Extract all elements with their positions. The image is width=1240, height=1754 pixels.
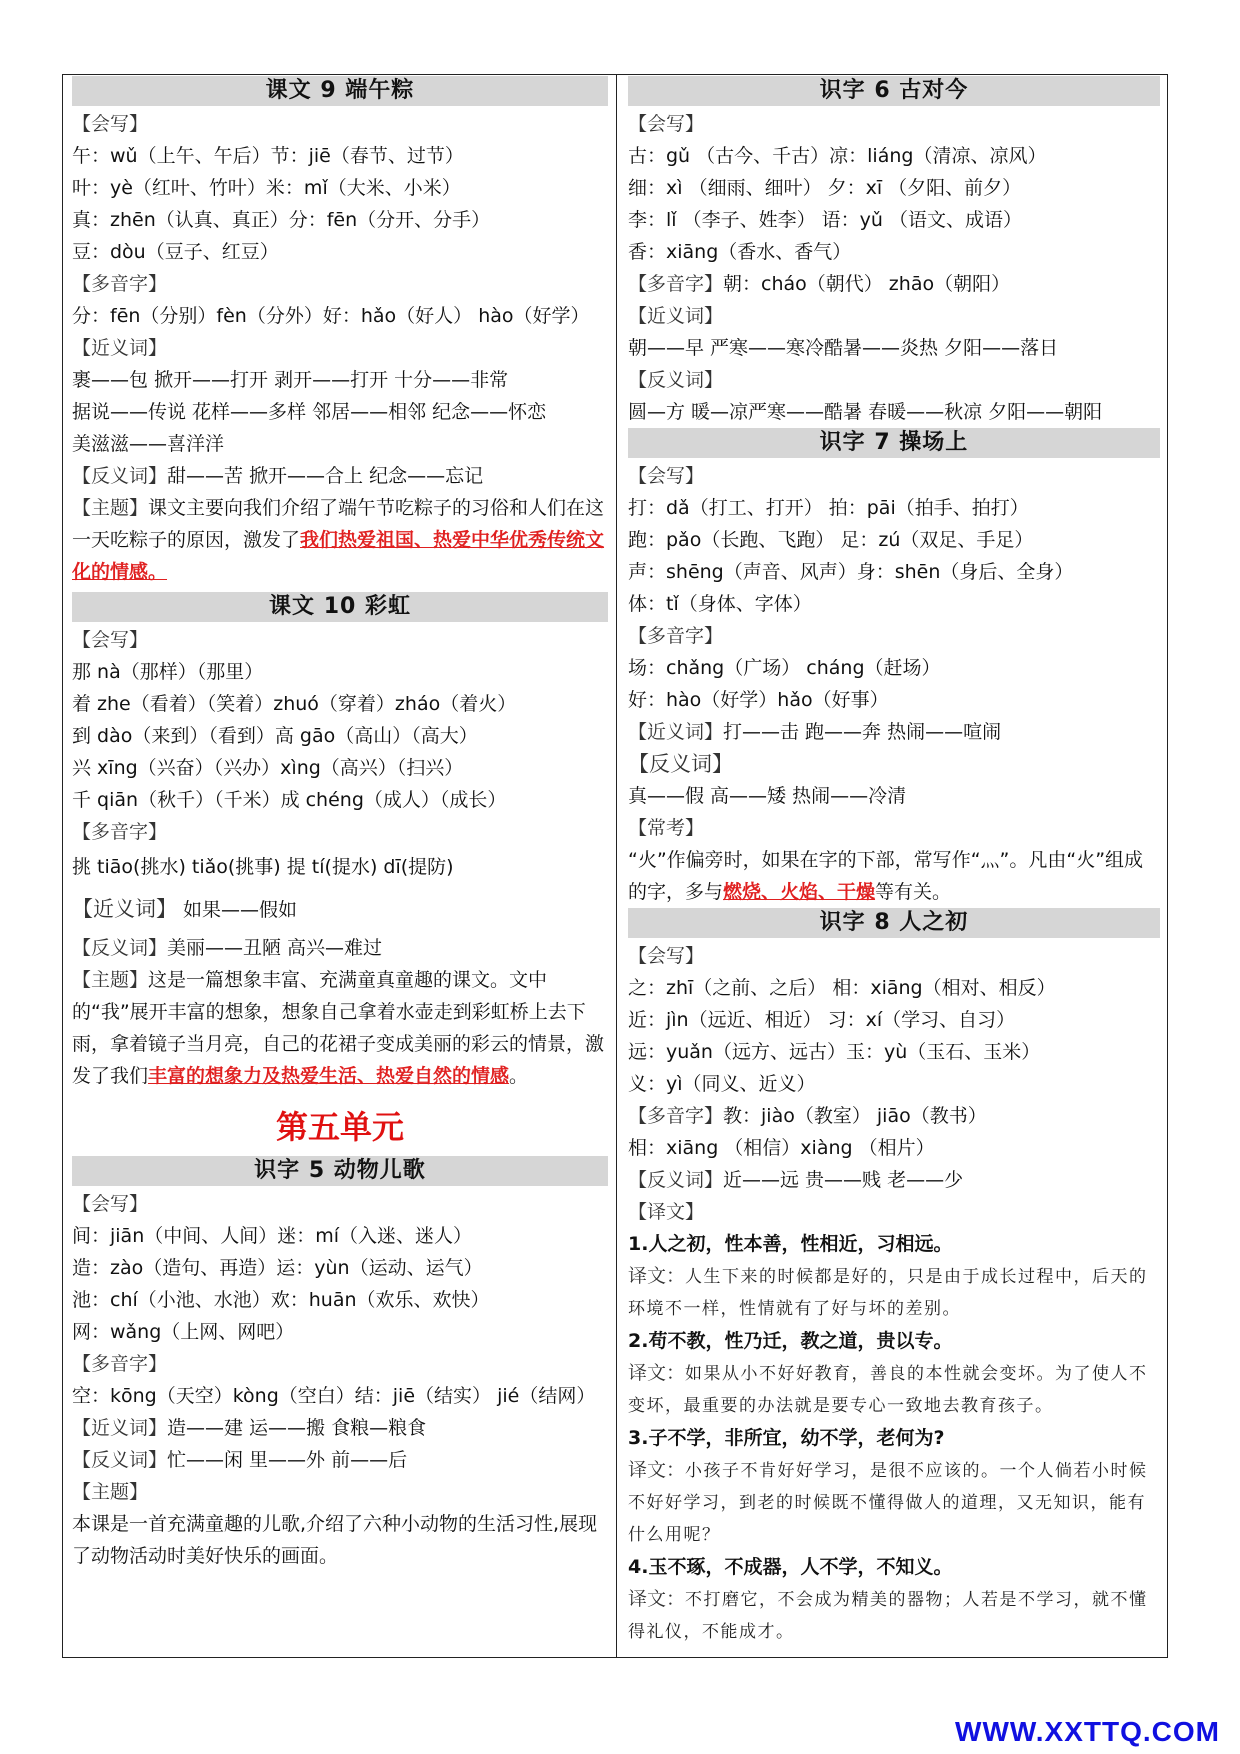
verse-translation — [628, 1454, 1160, 1551]
label-duoyin: 【多音字】 — [628, 625, 724, 647]
label-jinyi: 【近义词】 — [72, 897, 177, 921]
label-changkao: 【常考】 — [628, 817, 705, 839]
section-title-shizi5: 识字 5 动物儿歌 — [72, 1156, 608, 1186]
jinyi-line: 美滋滋——喜洋洋 — [72, 433, 225, 455]
changkao-paragraph — [628, 844, 1160, 908]
duoyin-line: 相：xiāng （相信）xiàng （相片） — [628, 1137, 935, 1159]
huixie-line: 跑：pǎo（长跑、飞跑） 足：zú（双足、手足） — [628, 529, 1034, 551]
jinyi-line: 裹——包 掀开——打开 剥开——打开 十分——非常 — [72, 369, 509, 391]
section-title-shizi6: 识字 6 古对今 — [628, 76, 1160, 106]
huixie-line: 李：lǐ （李子、姓李） 语：yǔ （语文、成语） — [628, 209, 1022, 231]
label-huixie: 【会写】 — [628, 465, 705, 487]
zhuti-text: 这是一篇想象丰富、充满童真童趣的课文。文中的“我”展开丰富的想象，想象自己拿着水壶走到彩虹桥上去下雨，拿着镜子当月亮，自己的花裙子变成美丽的彩云的情景，激发了我们 — [72, 969, 605, 1087]
right-column — [628, 76, 1160, 1648]
section-title-shizi8: 识字 8 人之初 — [628, 908, 1160, 938]
label-fanyi: 【反义词】 — [628, 752, 733, 776]
fanyi-text: 美丽——丑陋 高兴—难过 — [167, 937, 383, 959]
label-translation: 译文： — [628, 1362, 686, 1384]
label-translation: 译文： — [628, 1265, 686, 1287]
duoyin-line: 分：fēn（分别）fèn（分外）好：hǎo（好人） hào（好学） — [72, 305, 590, 327]
translation-text: 不打磨它，不会成为精美的器物；人若是不学习，就不懂得礼仪，不能成才。 — [628, 1590, 1148, 1642]
translation-text: 如果从小不好好教育，善良的本性就会变坏。为了使人不变坏，最重要的办法就是要专心一致地去教育孩子。 — [628, 1364, 1148, 1416]
changkao-highlight: 燃烧、火焰、干燥 — [723, 881, 876, 903]
jinyi-text: 打——击 跑——奔 热闹——喧闹 — [723, 721, 1002, 743]
fanyi-text: 忙——闲 里——外 前——后 — [167, 1449, 408, 1471]
duoyin-line: 挑 tiāo(挑水) tiǎo(挑事) 提 tí(提水) dī(提防) — [72, 856, 454, 878]
jinyi-line — [72, 886, 608, 932]
label-duoyin: 【多音字】 — [628, 1105, 724, 1127]
label-jinyi: 【近义词】 — [72, 337, 168, 359]
jinyi-text: 造——建 运——搬 食粮—粮食 — [167, 1417, 427, 1439]
left-column — [72, 76, 608, 1572]
verse-heading: 2.苟不教，性乃迁，教之道，贵以专。 — [628, 1330, 953, 1352]
fanyi-line — [628, 1164, 1160, 1196]
label-fanyi: 【反义词】 — [72, 465, 168, 487]
huixie-line: 细：xì （细雨、细叶） 夕：xī （夕阳、前夕） — [628, 177, 1022, 199]
duoyin-line: 空：kōng（天空）kòng（空白）结：jiē（结实） jié（结网） — [72, 1385, 596, 1407]
verse-heading: 4.玉不琢，不成器，人不学，不知义。 — [628, 1556, 953, 1578]
translation-text: 人生下来的时候都是好的，只是由于成长过程中，后天的环境不一样，性情就有了好与坏的差别。 — [628, 1267, 1148, 1319]
fanyi-line: 圆—方 暖—凉严寒——酷暑 春暖——秋凉 夕阳——朝阳 — [628, 401, 1103, 423]
huixie-line: 声：shēng（声音、风声）身：shēn（身后、全身） — [628, 561, 1074, 583]
duoyin-line — [628, 1100, 1160, 1132]
fanyi-line — [72, 460, 608, 492]
zhuti-highlight: 丰富的想象力及热爱生活、热爱自然的情感 — [148, 1065, 510, 1087]
verse-translation — [628, 1260, 1160, 1325]
label-huixie: 【会写】 — [72, 113, 149, 135]
zhuti-paragraph — [72, 492, 608, 588]
zhuti-paragraph — [72, 964, 608, 1092]
label-huixie: 【会写】 — [72, 1193, 149, 1215]
label-duoyin: 【多音字】 — [72, 821, 168, 843]
huixie-line: 着 zhe（看着）（笑着）zhuó（穿着）zháo（着火） — [72, 693, 517, 715]
jinyi-line — [72, 1412, 608, 1444]
label-jinyi: 【近义词】 — [628, 721, 724, 743]
huixie-line: 真：zhēn（认真、真正）分：fēn（分开、分手） — [72, 209, 491, 231]
label-fanyi: 【反义词】 — [628, 1169, 724, 1191]
label-huixie: 【会写】 — [628, 113, 705, 135]
huixie-line: 那 nà（那样）（那里） — [72, 661, 264, 683]
huixie-line: 兴 xīng（兴奋）（兴办）xìng（高兴）（扫兴） — [72, 757, 464, 779]
huixie-line: 体：tǐ（身体、字体） — [628, 593, 812, 615]
jinyi-line — [628, 716, 1160, 748]
label-duoyin: 【多音字】 — [72, 273, 168, 295]
site-watermark: WWW.XXTTQ.COM — [955, 1716, 1220, 1747]
huixie-line: 打：dǎ（打工、打开） 拍：pāi（拍手、拍打） — [628, 497, 1029, 519]
column-divider — [616, 74, 617, 1658]
huixie-line: 香：xiāng（香水、香气） — [628, 241, 852, 263]
huixie-line: 古：gǔ （古今、千古）凉：liáng（清凉、凉风） — [628, 145, 1047, 167]
verse-translation — [628, 1583, 1160, 1648]
verse-translation — [628, 1357, 1160, 1422]
label-huixie: 【会写】 — [628, 945, 705, 967]
label-translation: 译文： — [628, 1459, 686, 1481]
huixie-line: 叶：yè（红叶、竹叶）米：mǐ（大米、小米） — [72, 177, 461, 199]
zhuti-text: 本课是一首充满童趣的儿歌,介绍了六种小动物的生活习性,展现了动物活动时美好快乐的画面。 — [72, 1513, 598, 1567]
huixie-line: 到 dào（来到）（看到）高 gāo（高山）（高大） — [72, 725, 478, 747]
label-huixie: 【会写】 — [72, 629, 149, 651]
fanyi-line — [72, 932, 608, 964]
label-zhuti: 【主题】 — [72, 497, 149, 519]
huixie-line: 近：jìn（远近、相近） 习：xí（学习、自习） — [628, 1009, 1016, 1031]
huixie-line: 间：jiān（中间、人间）迷：mí（入迷、迷人） — [72, 1225, 473, 1247]
jinyi-line: 朝——早 严寒——寒冷酷暑——炎热 夕阳——落日 — [628, 337, 1059, 359]
fanyi-line — [72, 1444, 608, 1476]
huixie-line: 池：chí（小池、水池）欢：huān（欢乐、欢快） — [72, 1289, 490, 1311]
huixie-line: 网：wǎng（上网、网吧） — [72, 1321, 295, 1343]
jinyi-text: 如果——假如 — [177, 899, 298, 921]
section-title-lesson10: 课文 10 彩虹 — [72, 592, 608, 622]
verse-heading: 3.子不学，非所宜，幼不学，老何为? — [628, 1427, 945, 1449]
label-jinyi: 【近义词】 — [72, 1417, 168, 1439]
label-zhuti: 【主题】 — [72, 1481, 149, 1503]
label-yiwen: 【译文】 — [628, 1201, 705, 1223]
section-title-shizi7: 识字 7 操场上 — [628, 428, 1160, 458]
fanyi-text: 近——远 贵——贱 老——少 — [723, 1169, 964, 1191]
zhuti-text: 课文主要向我们介绍了端午节吃粽子的习俗和人们在这一天吃粽子的原因，激发了 — [72, 497, 605, 551]
fanyi-text: 甜——苦 掀开——合上 纪念——忘记 — [167, 465, 484, 487]
huixie-line: 造：zào（造句、再造）运：yùn（运动、运气） — [72, 1257, 483, 1279]
label-jinyi: 【近义词】 — [628, 305, 724, 327]
zhuti-highlight: 我们热爱祖国、热爱中华优秀传统文化的情感。 — [72, 529, 605, 583]
zhuti-end: 。 — [509, 1065, 529, 1087]
label-fanyi: 【反义词】 — [72, 1449, 168, 1471]
label-translation: 译文： — [628, 1588, 686, 1610]
huixie-line: 义：yì（同义、近义） — [628, 1073, 816, 1095]
huixie-line: 豆：dòu（豆子、红豆） — [72, 241, 279, 263]
unit-title: 第五单元 — [275, 1108, 404, 1146]
duoyin-line — [628, 268, 1160, 300]
changkao-end: 等有关。 — [875, 881, 952, 903]
duoyin-text: 朝：cháo（朝代） zhāo（朝阳） — [723, 273, 1011, 295]
huixie-line: 午：wǔ（上午、午后）节：jiē（春节、过节） — [72, 145, 464, 167]
duoyin-line: 场：chǎng（广场） cháng（赶场） — [628, 657, 941, 679]
label-fanyi: 【反义词】 — [72, 937, 168, 959]
huixie-line: 千 qiān（秋千）（千米）成 chéng（成人）（成长） — [72, 789, 507, 811]
jinyi-line: 据说——传说 花样——多样 邻居——相邻 纪念——怀恋 — [72, 401, 547, 423]
duoyin-line: 好：hào（好学）hǎo（好事） — [628, 689, 889, 711]
label-duoyin: 【多音字】 — [628, 273, 724, 295]
fanyi-line: 真——假 高——矮 热闹——冷清 — [628, 785, 907, 807]
huixie-line: 远：yuǎn（远方、远古）玉：yù（玉石、玉米） — [628, 1041, 1041, 1063]
label-duoyin: 【多音字】 — [72, 1353, 168, 1375]
verse-heading: 1.人之初，性本善，性相近，习相远。 — [628, 1233, 953, 1255]
duoyin-text: 教：jiào（教室） jiāo（教书） — [723, 1105, 987, 1127]
changkao-text: “火”作偏旁时，如果在字的下部，常写作“灬”。凡由“火”组成的字，多与 — [628, 849, 1144, 903]
label-zhuti: 【主题】 — [72, 969, 149, 991]
translation-text: 小孩子不肯好好学习，是很不应该的。一个人倘若小时候不好好学习，到老的时候既不懂得做人的道理，又无知识，能有什么用呢？ — [628, 1461, 1148, 1545]
huixie-line: 之：zhī（之前、之后） 相：xiāng（相对、相反） — [628, 977, 1056, 999]
section-title-lesson9: 课文 9 端午粽 — [72, 76, 608, 106]
label-fanyi: 【反义词】 — [628, 369, 724, 391]
